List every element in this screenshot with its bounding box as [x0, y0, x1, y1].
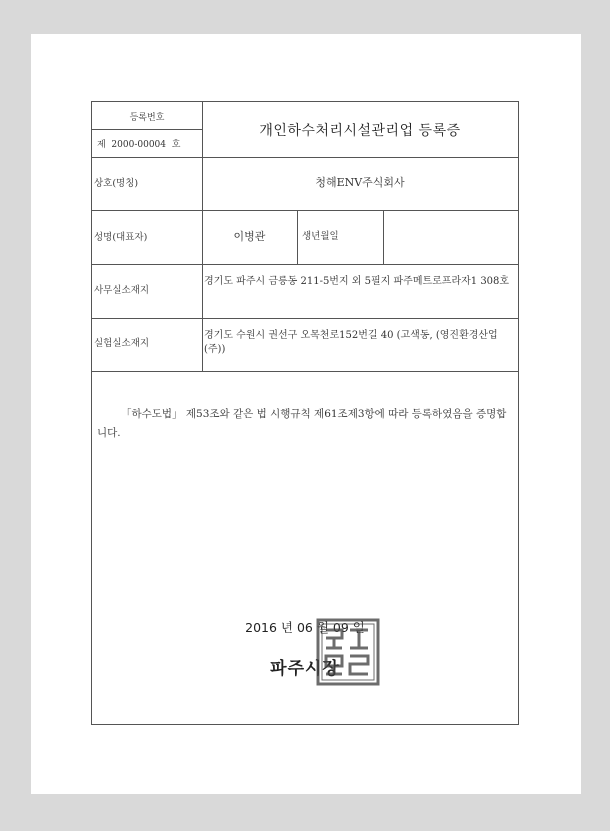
representative-value: 이병관: [233, 230, 266, 243]
office-address: 경기도 파주시 금릉동 211-5번지 외 5필지 파주메트로프라자1 308호: [204, 276, 510, 287]
issue-date: 2016 년 06 월 09 일: [245, 620, 365, 635]
company-row: [92, 157, 518, 211]
representative-row: [92, 210, 518, 265]
lab-row: [92, 318, 518, 372]
reg-no-label: 등록번호: [129, 113, 165, 123]
lab-address: 경기도 수원시 권선구 오목천로152번길 40 (고색동, (영진환경산업(주)): [204, 330, 498, 355]
company-value: 청해ENV주식회사: [315, 176, 405, 189]
official-seal-icon: [316, 618, 380, 686]
office-label: 사무실소재지: [94, 285, 150, 296]
reg-no-value: 제 2000-00004 호: [97, 140, 181, 150]
company-label: 상호(명칭): [94, 178, 139, 189]
issuer-name: 파주시장: [270, 659, 340, 679]
representative-label: 성명(대표자): [94, 232, 148, 243]
office-row: [92, 264, 518, 319]
birthdate-label: 생년월일: [302, 231, 339, 242]
document-page: [31, 34, 581, 794]
certification-statement: 「하수도법」 제53조와 같은 법 시행규칙 제61조제3항에 따라 등록하였음을 증명합니다.: [97, 408, 507, 439]
header-row: [92, 102, 518, 158]
certificate-title: 개인하수처리시설관리업 등록증: [259, 122, 461, 139]
lab-label: 실험실소재지: [94, 338, 150, 349]
registration-certificate: [91, 101, 519, 725]
